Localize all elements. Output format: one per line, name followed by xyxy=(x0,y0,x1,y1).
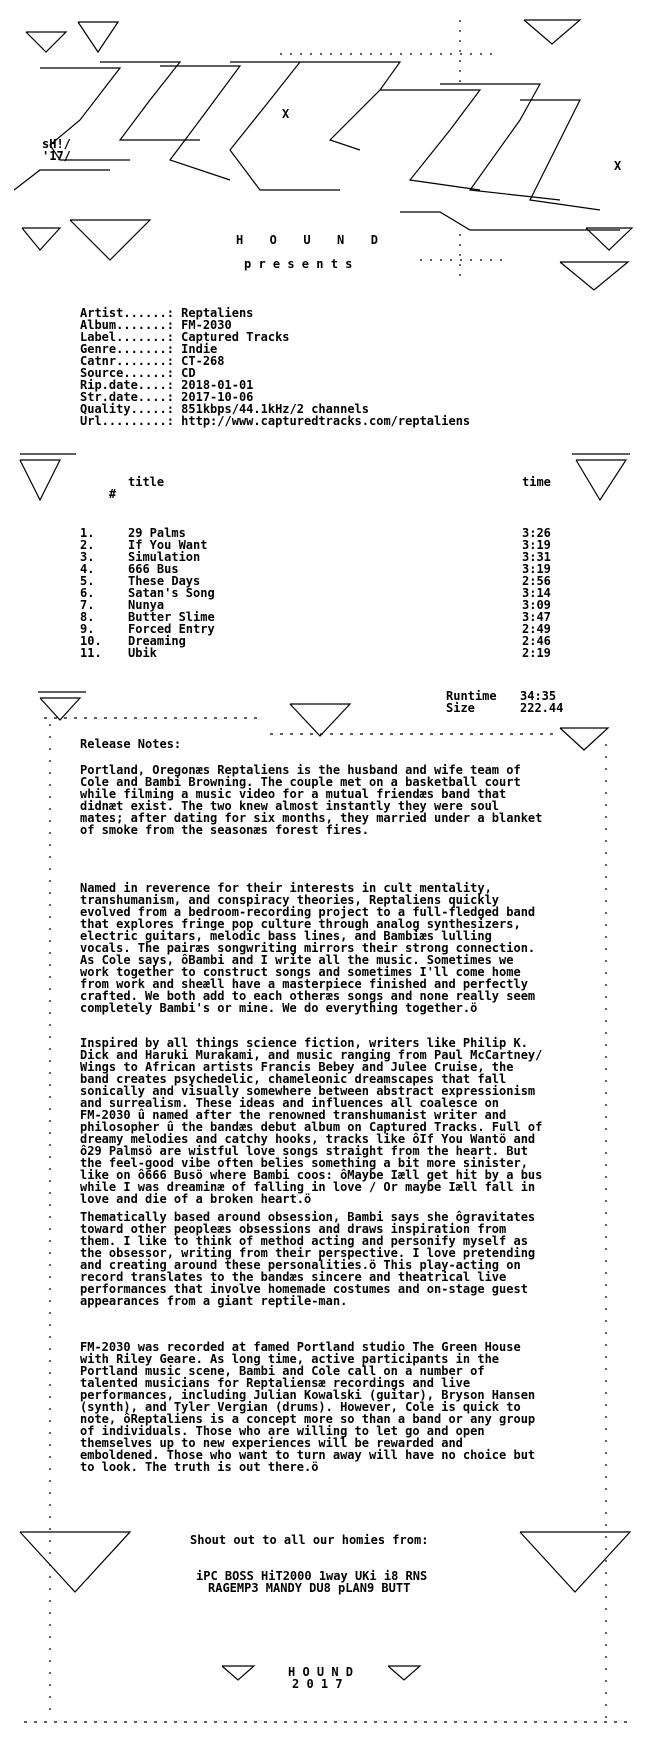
size-value: 222.44 xyxy=(520,701,564,715)
track-time: 2:46 xyxy=(522,634,551,648)
runtime-value: 34:35 xyxy=(520,689,557,703)
track-time: 3:47 xyxy=(522,610,551,624)
info-value: 2018-01-01 xyxy=(181,378,254,392)
notes-heading: Release Notes: xyxy=(80,737,182,751)
track-time: 3:31 xyxy=(522,550,551,564)
hound-ascii-logo xyxy=(0,0,648,300)
notes-paragraph: Thematically based around obsession, Bambi says she ôgravitates toward other peopleæs obsessions and draws inspiration from them. I like to think of method acting and personify myself as the obsessor, writing from their perspective. I love pretending and creating around these personalities.ö This play-acting on record translates to the bandæs sincere and theatrical live performances that involve homemade costumes and on-stage guest appearances from a giant reptile-man. xyxy=(80,1210,536,1308)
col-title: title xyxy=(128,475,165,489)
track-title: 666 Bus xyxy=(128,562,179,576)
info-value: Reptaliens xyxy=(181,306,254,320)
info-label: Album.......: xyxy=(80,318,174,332)
track-title: Satan's Song xyxy=(128,586,215,600)
info-label: Source......: xyxy=(80,366,174,380)
info-value: FM-2030 xyxy=(181,318,232,332)
runtime-label: Runtime xyxy=(446,689,497,703)
track-title: If You Want xyxy=(128,538,208,552)
col-number: # xyxy=(108,487,117,501)
info-value: CT-268 xyxy=(181,354,225,368)
info-label: Url.........: xyxy=(80,414,174,428)
track-time: 3:26 xyxy=(522,526,551,540)
info-value: CD xyxy=(181,366,196,380)
group-name-letters: H O U N D xyxy=(236,233,382,247)
notes-paragraph: Portland, Oregonæs Reptaliens is the husband and wife team of Cole and Bambi Browning. The couple met on a basketball court while filming a music video for a mutual friendæs band that didnæt exist. The two knew almost instantly they were soul mates; after dating for six months, they married under a blanket of smoke from the seasonæs forest fires. xyxy=(80,763,543,837)
info-label: Str.date....: xyxy=(80,390,174,404)
info-value: Indie xyxy=(181,342,218,356)
info-label: Artist......: xyxy=(80,306,174,320)
svg-text:X: X xyxy=(282,107,290,121)
track-row xyxy=(80,647,102,659)
tracklist-header xyxy=(80,476,116,512)
track-title: Ubik xyxy=(128,646,157,660)
track-time: 3:19 xyxy=(522,562,551,576)
track-number: 6. xyxy=(80,586,95,600)
info-value: Captured Tracks xyxy=(181,330,290,344)
footer-year: 2 0 1 7 xyxy=(292,1677,343,1691)
greetings-line-2: RAGEMP3 MANDY DU8 pLAN9 BUTT xyxy=(208,1581,411,1595)
info-label: Rip.date....: xyxy=(80,378,174,392)
info-value: 851kbps/44.1kHz/2 channels xyxy=(181,402,369,416)
shoutout-text: Shout out to all our homies from: xyxy=(190,1533,429,1547)
footer-group-name: H O U N D xyxy=(288,1665,354,1679)
info-value: 2017-10-06 xyxy=(181,390,254,404)
track-title: Simulation xyxy=(128,550,201,564)
presents-text: p r e s e n t s xyxy=(244,257,353,271)
release-tag: sH!/ '17/ xyxy=(42,137,71,163)
track-title: Dreaming xyxy=(128,634,186,648)
track-number: 4. xyxy=(80,562,95,576)
notes-paragraph: Named in reverence for their interests in cult mentality, transhumanism, and conspiracy theories, Reptaliens quickly evolved from a bedroom-recording project to a full-fledged band that explores fringe pop culture through analog synthesizers, electric guitars, melodic bass lines, and Bambiæs lulling vocals. The pairæs songwriting mirrors their strong connection. As Cole says, ôBambi and I write all the music. Sometimes we work together to construct songs and sometimes I'll come home from work and sheæll have a masterpiece finished and perfectly crafted. We both add to each otheræs songs and none really seem completely Bambi's or mine. We do everything together.ö xyxy=(80,881,536,1015)
size-label: Size xyxy=(446,701,475,715)
track-number: 8. xyxy=(80,610,95,624)
track-title: Forced Entry xyxy=(128,622,215,636)
track-title: Nunya xyxy=(128,598,165,612)
track-time: 2:49 xyxy=(522,622,551,636)
info-label: Genre.......: xyxy=(80,342,174,356)
info-value[interactable]: http://www.capturedtracks.com/reptaliens xyxy=(181,414,471,428)
track-number: 1. xyxy=(80,526,95,540)
track-title: These Days xyxy=(128,574,201,588)
track-number: 9. xyxy=(80,622,95,636)
track-title: Butter Slime xyxy=(128,610,215,624)
track-time: 3:19 xyxy=(522,538,551,552)
track-number: 3. xyxy=(80,550,95,564)
notes-paragraph: Inspired by all things science fiction, writers like Philip K. Dick and Haruki Murakami, and music ranging from Paul McCartney/ Wings to African artists Francis Bebey and Julee Cruise, the band creates psychedelic, chameleonic dreamscapes that fall sonically and visually somewhere between abstract expressionism and surrealism. These ideas and influences all coalesce on FM-2030 û named after the renowned transhumanist writer and philosopher û the bandæs debut album on Captured Tracks. Full of dreamy melodies and catchy hooks, tracks like ôIf You Wantö and ô29 Palmsö are wistful love songs straight from the heart. But the feel-good vibe often belies something a bit more sinister, like on ô666 Busö where Bambi coos: ôMaybe Iæll get hit by a bus while I was dreaminæ of falling in love / Or maybe Iæll fall in love and die of a broken heart.ö xyxy=(80,1036,543,1206)
track-number: 10. xyxy=(80,634,102,648)
track-time: 2:19 xyxy=(522,646,551,660)
info-label: Quality.....: xyxy=(80,402,174,416)
col-time: time xyxy=(522,475,551,489)
track-time: 3:09 xyxy=(522,598,551,612)
track-number: 11. xyxy=(80,646,102,660)
info-label: Label.......: xyxy=(80,330,174,344)
track-number: 2. xyxy=(80,538,95,552)
track-number: 5. xyxy=(80,574,95,588)
track-time: 2:56 xyxy=(522,574,551,588)
track-number: 7. xyxy=(80,598,95,612)
svg-text:X: X xyxy=(614,159,622,173)
track-time: 3:14 xyxy=(522,586,551,600)
track-title: 29 Palms xyxy=(128,526,186,540)
greetings-line-1: iPC BOSS HiT2000 1way UKi i8 RNS xyxy=(196,1569,428,1583)
notes-paragraph: FM-2030 was recorded at famed Portland studio The Green House with Riley Geare. As long time, active participants in the Portland music scene, Bambi and Cole call on a number of talented musicians for Reptaliensæ recordings and live performances, including Julian Kowalski (guitar), Bryson Hansen (synth), and Tyler Vergian (drums). However, Cole is quick to note, ôReptaliens is a concept more so than a band or any group of individuals. Those who are willing to let go and open themselves up to new experiences will be rewarded and emboldened. Those who want to turn away will have no choice but to look. The truth is out there.ö xyxy=(80,1340,536,1474)
info-label: Catnr.......: xyxy=(80,354,174,368)
